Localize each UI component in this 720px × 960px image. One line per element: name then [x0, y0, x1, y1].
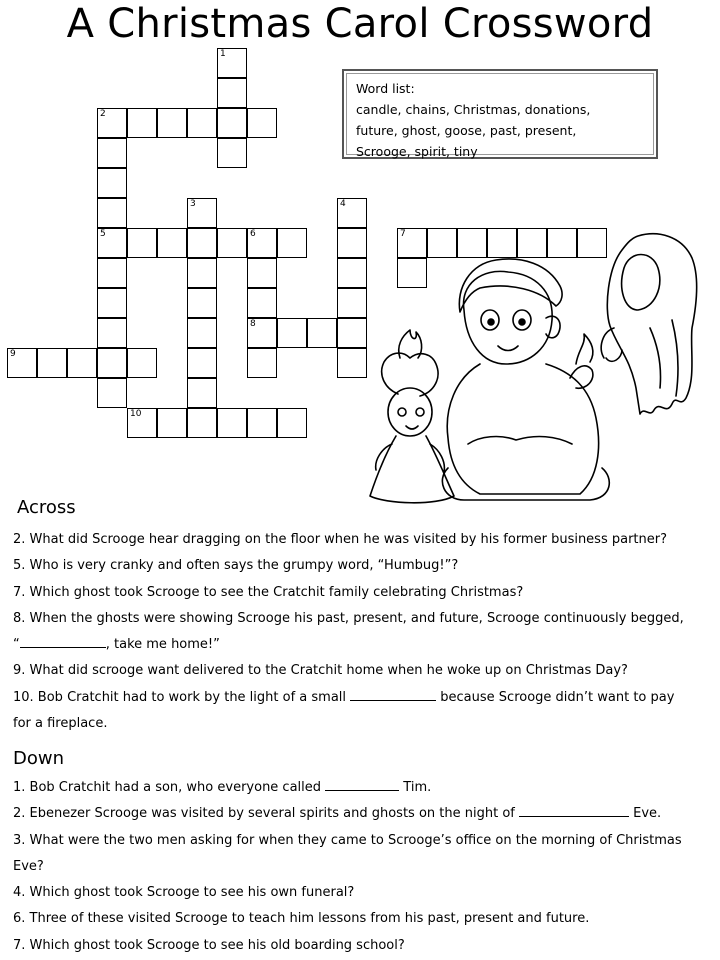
clue-text: Eve.	[628, 806, 662, 822]
grid-cell[interactable]	[217, 108, 247, 138]
clue-text: 7. Which ghost took Scrooge to see the Cratchit family celebrating Christmas?	[13, 584, 524, 600]
clue-text: 5. Who is very cranky and often says the grumpy word, “Humbug!”?	[13, 558, 459, 574]
clue-text: 9. What did scrooge want delivered to the Cratchit home when he woke up on Christmas Day?	[13, 663, 628, 679]
grid-cell[interactable]	[187, 258, 217, 288]
grid-number: 1	[220, 49, 226, 59]
grid-number: 3	[190, 199, 196, 209]
grid-cell[interactable]	[247, 348, 277, 378]
across-clue	[13, 711, 715, 737]
clue-text: because Scrooge didn’t want to pay	[436, 689, 675, 705]
grid-cell[interactable]	[97, 138, 127, 168]
grid-number: 7	[400, 229, 406, 239]
grid-cell[interactable]	[247, 408, 277, 438]
grid-cell[interactable]	[97, 168, 127, 198]
word-list-label: Word list:	[356, 81, 415, 96]
girl-figure	[370, 330, 454, 503]
down-clue	[13, 880, 715, 906]
clue-text: Tim.	[399, 780, 432, 795]
across-clue	[13, 527, 715, 553]
grid-cell[interactable]	[187, 228, 217, 258]
clue-text: 8. When the ghosts were showing Scrooge his past, present, and future, Scrooge continuously begged,	[13, 610, 684, 626]
grid-cell[interactable]	[157, 108, 187, 138]
clue-text: “	[13, 637, 20, 653]
across-clue	[13, 553, 715, 579]
across-clue	[13, 632, 715, 658]
across-clue	[13, 606, 715, 632]
grid-cell[interactable]	[277, 408, 307, 438]
grid-cell[interactable]	[247, 288, 277, 318]
grid-cell[interactable]	[127, 108, 157, 138]
grid-cell[interactable]	[187, 408, 217, 438]
down-clues	[13, 775, 715, 959]
grid-number: 4	[340, 199, 346, 209]
grid-cell[interactable]	[157, 228, 187, 258]
boy-figure	[442, 259, 609, 500]
grid-cell[interactable]	[217, 228, 247, 258]
across-heading: Across	[17, 497, 76, 518]
down-clue	[13, 854, 715, 880]
grid-cell[interactable]	[97, 318, 127, 348]
across-clue	[13, 580, 715, 606]
down-clue	[13, 775, 715, 801]
grid-cell[interactable]	[127, 348, 157, 378]
grid-number: 5	[100, 229, 106, 239]
clue-text: 6. Three of these visited Scrooge to teach him lessons from his past, present and future.	[13, 911, 590, 927]
grid-cell[interactable]	[277, 318, 307, 348]
word-list-line: Scrooge, spirit, tiny	[356, 144, 478, 159]
grid-cell[interactable]	[127, 228, 157, 258]
answer-blank[interactable]	[519, 802, 629, 817]
clue-text: 2. What did Scrooge hear dragging on the floor when he was visited by his former business partner?	[13, 532, 668, 547]
word-list-box	[342, 69, 658, 159]
grid-cell[interactable]	[217, 408, 247, 438]
across-clues	[13, 527, 715, 737]
grid-cell[interactable]	[217, 138, 247, 168]
clue-text: 1. Bob Cratchit had a son, who everyone called	[13, 780, 326, 795]
grid-number: 9	[10, 349, 16, 359]
grid-number: 10	[130, 409, 142, 419]
grid-cell[interactable]	[217, 78, 247, 108]
grid-cell[interactable]	[247, 258, 277, 288]
grid-cell[interactable]	[247, 108, 277, 138]
page-title: A Christmas Carol Crossword	[66, 1, 654, 47]
clue-text: 10. Bob Cratchit had to work by the light of a small	[13, 689, 351, 705]
grid-cell[interactable]	[187, 318, 217, 348]
answer-blank[interactable]	[20, 633, 106, 648]
grid-cell[interactable]	[187, 348, 217, 378]
grid-number: 8	[250, 319, 256, 329]
word-list-line: candle, chains, Christmas, donations,	[356, 102, 591, 117]
grid-cell[interactable]	[67, 348, 97, 378]
ghost-figure	[601, 234, 696, 414]
grid-cell[interactable]	[97, 378, 127, 408]
grid-number: 6	[250, 229, 256, 239]
answer-blank[interactable]	[325, 776, 399, 791]
grid-cell[interactable]	[37, 348, 67, 378]
word-list-line: future, ghost, goose, past, present,	[356, 123, 577, 138]
down-heading: Down	[13, 748, 65, 769]
grid-number: 2	[100, 109, 106, 119]
grid-cell[interactable]	[187, 108, 217, 138]
clue-text: 2. Ebenezer Scrooge was visited by several spirits and ghosts on the night of	[13, 806, 519, 822]
down-clue	[13, 906, 715, 932]
clue-text: 3. What were the two men asking for when they came to Scrooge’s office on the morning of Christmas	[13, 832, 682, 848]
clue-text: , take me home!”	[105, 637, 220, 653]
across-clue	[13, 658, 715, 684]
christmas-carol-illustration	[340, 228, 720, 520]
grid-cell[interactable]	[97, 258, 127, 288]
clue-text: 4. Which ghost took Scrooge to see his own funeral?	[13, 885, 355, 901]
grid-cell[interactable]	[307, 318, 337, 348]
grid-cell[interactable]	[97, 288, 127, 318]
across-clue	[13, 685, 715, 711]
down-clue	[13, 801, 715, 827]
grid-cell[interactable]	[277, 228, 307, 258]
grid-cell[interactable]	[157, 408, 187, 438]
grid-cell[interactable]	[187, 288, 217, 318]
answer-blank[interactable]	[350, 686, 436, 701]
grid-cell[interactable]	[187, 378, 217, 408]
clue-text: Eve?	[13, 858, 44, 874]
grid-cell[interactable]	[97, 348, 127, 378]
down-clue	[13, 828, 715, 854]
clue-text: 7. Which ghost took Scrooge to see his old boarding school?	[13, 937, 405, 953]
down-clue	[13, 933, 715, 959]
clue-text: for a fireplace.	[13, 716, 108, 732]
grid-cell[interactable]	[97, 198, 127, 228]
